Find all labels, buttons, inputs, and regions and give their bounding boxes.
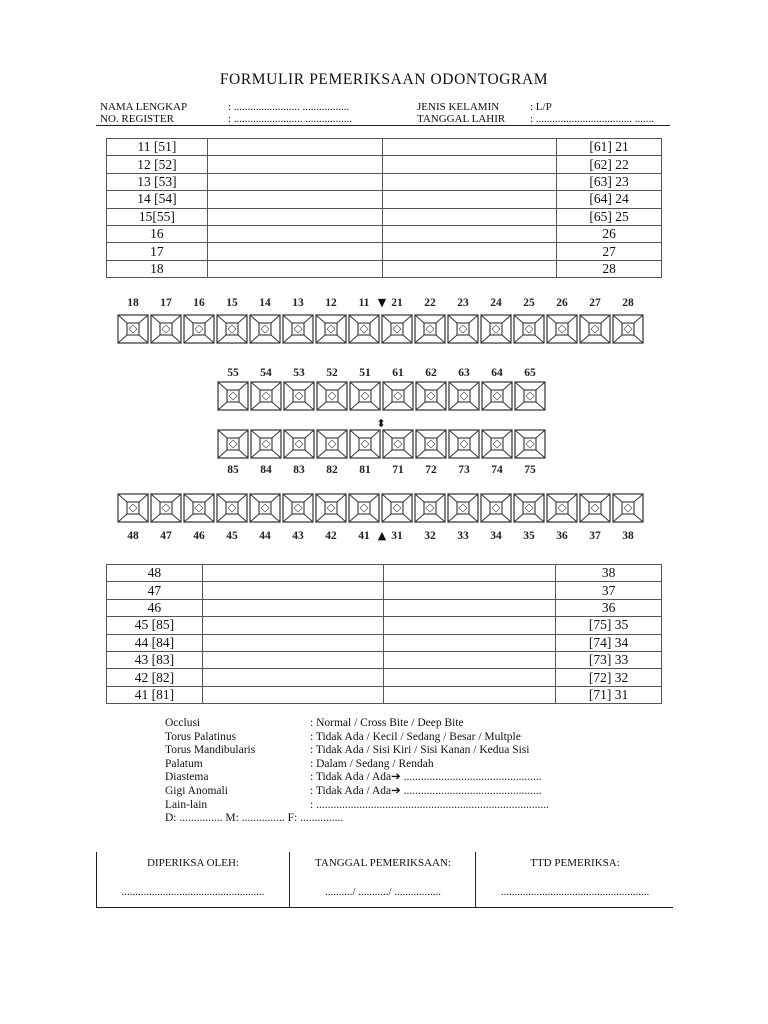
- page-title: FORMULIR PEMERIKSAAN ODONTOGRAM: [219, 71, 549, 88]
- tooth-number-right: [71] 31: [556, 686, 662, 703]
- tooth-number-label: 25: [523, 297, 535, 309]
- notes-cell[interactable]: [202, 634, 384, 651]
- tooth-box[interactable]: [350, 382, 380, 410]
- table-row: [107, 156, 662, 173]
- notes-cell[interactable]: [202, 669, 384, 686]
- tooth-box[interactable]: [251, 382, 281, 410]
- tooth-box[interactable]: [316, 494, 346, 522]
- tooth-box[interactable]: [515, 382, 545, 410]
- tooth-number-label: 61: [392, 367, 404, 379]
- notes-cell[interactable]: [382, 139, 557, 156]
- tooth-number-label: 81: [359, 464, 371, 476]
- tooth-number-label: 71: [392, 464, 404, 476]
- diperiksa-field[interactable]: ....................................................: [121, 886, 265, 898]
- tooth-number-label: 54: [260, 367, 272, 379]
- table-row: [107, 599, 662, 616]
- tooth-number-label: 42: [325, 530, 337, 542]
- tooth-number-right: [74] 34: [556, 634, 662, 651]
- arrow-down-icon: ▼: [377, 296, 387, 309]
- tooth-box[interactable]: [217, 315, 247, 343]
- info-row: [165, 744, 530, 758]
- tooth-number-right: 38: [556, 565, 662, 582]
- tooth-number-label: 82: [326, 464, 338, 476]
- tooth-box[interactable]: [184, 494, 214, 522]
- arrow-up-icon: ▲: [377, 529, 387, 542]
- notes-cell[interactable]: [384, 582, 556, 599]
- notes-cell[interactable]: [207, 260, 382, 277]
- tooth-number-left: 13 [53]: [107, 173, 208, 190]
- info-value[interactable]: : Tidak Ada / Ada➔ ................................................: [310, 771, 542, 784]
- tooth-number-right: [73] 33: [556, 651, 662, 668]
- table-row: [107, 191, 662, 208]
- tooth-box[interactable]: [580, 315, 610, 343]
- kelamin-label: JENIS KELAMIN: [417, 101, 500, 113]
- tooth-box[interactable]: [416, 382, 446, 410]
- tooth-box[interactable]: [382, 494, 412, 522]
- notes-cell[interactable]: [207, 208, 382, 225]
- tooth-number-label: 23: [457, 297, 469, 309]
- tooth-box[interactable]: [515, 430, 545, 458]
- tooth-number-label: 38: [622, 530, 634, 542]
- info-value[interactable]: : Dalam / Sedang / Rendah: [310, 757, 434, 770]
- notes-cell[interactable]: [382, 225, 557, 242]
- tooth-box[interactable]: [349, 494, 379, 522]
- notes-cell[interactable]: [202, 617, 384, 634]
- info-row: [165, 717, 464, 731]
- tooth-box[interactable]: [218, 382, 248, 410]
- tooth-number-label: 24: [490, 297, 502, 309]
- info-row: [165, 784, 542, 799]
- tooth-box[interactable]: [481, 494, 511, 522]
- notes-cell[interactable]: [202, 565, 384, 582]
- tooth-box[interactable]: [613, 494, 643, 522]
- notes-cell[interactable]: [207, 191, 382, 208]
- info-label: Torus Mandibularis: [165, 744, 256, 757]
- info-value[interactable]: : .................................................................................: [310, 798, 549, 811]
- tooth-box[interactable]: [514, 494, 544, 522]
- examination-info: [165, 717, 549, 826]
- tooth-box[interactable]: [250, 494, 280, 522]
- table-row: [107, 243, 662, 260]
- ttd-field[interactable]: ......................................................: [500, 886, 650, 898]
- tooth-number-label: 45: [226, 530, 238, 542]
- tooth-box[interactable]: [284, 382, 314, 410]
- info-row: [165, 730, 521, 745]
- tooth-number-label: 43: [292, 530, 304, 542]
- tooth-number-label: 36: [556, 530, 568, 542]
- info-row: [165, 771, 542, 785]
- table-row: [107, 669, 662, 686]
- tooth-number-label: 27: [589, 297, 601, 309]
- tooth-number-left: 17: [107, 243, 208, 260]
- header-divider: [96, 125, 670, 126]
- tooth-number-label: 47: [160, 530, 172, 542]
- info-label: Diastema: [165, 771, 209, 784]
- tooth-box[interactable]: [350, 430, 380, 458]
- diperiksa-column: [97, 852, 289, 907]
- info-label: Palatum: [165, 757, 203, 770]
- table-row: [107, 651, 662, 668]
- tooth-number-left: 44 [84]: [107, 634, 203, 651]
- notes-cell[interactable]: [384, 651, 556, 668]
- signature-section: [96, 852, 673, 908]
- tooth-box[interactable]: [217, 494, 247, 522]
- tooth-number-label: 17: [160, 297, 172, 309]
- tooth-number-label: 11: [358, 297, 370, 309]
- info-label: Torus Palatinus: [165, 730, 237, 743]
- info-row: [165, 798, 549, 813]
- info-label: Lain-lain: [165, 798, 208, 811]
- tooth-number-right: [63] 23: [557, 173, 662, 190]
- tooth-box[interactable]: [482, 430, 512, 458]
- tooth-number-label: 75: [524, 464, 536, 476]
- tanggal-field[interactable]: ........../ .........../ .................: [324, 886, 442, 898]
- tooth-box[interactable]: [349, 315, 379, 343]
- info-value[interactable]: : Normal / Cross Bite / Deep Bite: [310, 717, 464, 729]
- tooth-box[interactable]: [317, 430, 347, 458]
- tooth-number-label: 32: [424, 530, 436, 542]
- tooth-number-label: 33: [457, 530, 469, 542]
- tooth-box[interactable]: [547, 494, 577, 522]
- tooth-box[interactable]: [416, 430, 446, 458]
- notes-cell[interactable]: [202, 599, 384, 616]
- tooth-number-label: 35: [523, 530, 535, 542]
- ttd-label: TTD PEMERIKSA:: [530, 857, 620, 869]
- tooth-number-label: 44: [259, 530, 271, 542]
- tooth-number-label: 26: [556, 297, 568, 309]
- tooth-number-right: 36: [556, 599, 662, 616]
- notes-cell[interactable]: [382, 260, 557, 277]
- info-label: Gigi Anomali: [165, 784, 228, 797]
- tooth-box[interactable]: [184, 315, 214, 343]
- table-row: [107, 208, 662, 225]
- tooth-box[interactable]: [481, 315, 511, 343]
- tooth-box[interactable]: [118, 315, 148, 343]
- notes-cell[interactable]: [202, 686, 384, 703]
- tooth-box[interactable]: [317, 382, 347, 410]
- tooth-number-label: 84: [260, 464, 272, 476]
- tooth-number-right: [75] 35: [556, 617, 662, 634]
- tooth-box[interactable]: [514, 315, 544, 343]
- tooth-number-label: 48: [127, 530, 139, 542]
- upper-teeth-table: [106, 138, 662, 278]
- arrow-updown-icon: ⬍: [376, 417, 386, 430]
- tooth-number-label: 16: [193, 297, 205, 309]
- tooth-number-left: 43 [83]: [107, 651, 203, 668]
- tanggal-label: TANGGAL PEMERIKSAAN:: [315, 857, 451, 869]
- table-row: [107, 686, 662, 703]
- tooth-number-label: 52: [326, 367, 338, 379]
- info-value[interactable]: : Tidak Ada / Ada➔ ................................................: [310, 784, 542, 797]
- tooth-box[interactable]: [382, 315, 412, 343]
- notes-cell[interactable]: [382, 173, 557, 190]
- notes-cell[interactable]: [207, 173, 382, 190]
- table-row: [107, 634, 662, 651]
- info-label: Occlusi: [165, 717, 201, 729]
- tooth-number-right: [61] 21: [557, 139, 662, 156]
- notes-cell[interactable]: [207, 225, 382, 242]
- tooth-box[interactable]: [118, 494, 148, 522]
- tooth-box[interactable]: [449, 430, 479, 458]
- tooth-box[interactable]: [448, 494, 478, 522]
- tooth-number-left: 18: [107, 260, 208, 277]
- tooth-number-label: 85: [227, 464, 239, 476]
- ttd-column: [475, 852, 674, 907]
- tooth-number-left: 14 [54]: [107, 191, 208, 208]
- notes-cell[interactable]: [382, 208, 557, 225]
- table-row: [107, 582, 662, 599]
- table-row: [107, 260, 662, 277]
- table-row: [107, 173, 662, 190]
- tooth-number-right: [64] 24: [557, 191, 662, 208]
- tooth-number-label: 41: [358, 530, 370, 542]
- tooth-number-label: 13: [292, 297, 304, 309]
- tooth-number-label: 31: [391, 530, 403, 542]
- tooth-box[interactable]: [482, 382, 512, 410]
- tooth-number-label: 37: [589, 530, 601, 542]
- diperiksa-label: DIPERIKSA OLEH:: [147, 857, 239, 869]
- table-row: [107, 565, 662, 582]
- header-fields: [0, 0, 768, 130]
- tooth-number-left: 11 [51]: [107, 139, 208, 156]
- tooth-number-left: 16: [107, 225, 208, 242]
- tooth-box[interactable]: [250, 315, 280, 343]
- tooth-box[interactable]: [415, 315, 445, 343]
- odontogram-diagram: [110, 288, 655, 550]
- tanggal-column: [289, 852, 476, 907]
- lahir-label: TANGGAL LAHIR: [417, 113, 506, 125]
- notes-cell[interactable]: [202, 582, 384, 599]
- tooth-box[interactable]: [316, 315, 346, 343]
- tooth-number-label: 14: [259, 297, 271, 309]
- tooth-number-label: 74: [491, 464, 503, 476]
- tooth-box[interactable]: [383, 430, 413, 458]
- tooth-number-label: 65: [524, 367, 536, 379]
- lahir-field[interactable]: : ................................... .......: [530, 113, 655, 125]
- kelamin-field[interactable]: : L/P: [530, 101, 552, 113]
- tooth-number-right: [62] 22: [557, 156, 662, 173]
- tooth-box[interactable]: [448, 315, 478, 343]
- notes-cell[interactable]: [384, 686, 556, 703]
- tooth-box[interactable]: [580, 494, 610, 522]
- table-row: [107, 139, 662, 156]
- notes-cell[interactable]: [207, 243, 382, 260]
- tooth-box[interactable]: [251, 430, 281, 458]
- notes-cell[interactable]: [384, 669, 556, 686]
- tooth-number-label: 46: [193, 530, 205, 542]
- tooth-box[interactable]: [283, 494, 313, 522]
- tooth-number-label: 73: [458, 464, 470, 476]
- tooth-number-label: 53: [293, 367, 305, 379]
- tooth-number-left: 15[55]: [107, 208, 208, 225]
- tooth-box[interactable]: [284, 430, 314, 458]
- register-label: NO. REGISTER: [100, 113, 174, 125]
- tooth-number-left: 41 [81]: [107, 686, 203, 703]
- nama-label: NAMA LENGKAP: [100, 101, 188, 113]
- tooth-number-label: 18: [127, 297, 139, 309]
- tooth-number-label: 28: [622, 297, 634, 309]
- tooth-number-label: 64: [491, 367, 503, 379]
- dmf-row[interactable]: D: ............... M: ............... F: ...............: [165, 812, 344, 825]
- tooth-box[interactable]: [283, 315, 313, 343]
- notes-cell[interactable]: [384, 565, 556, 582]
- table-row: [107, 225, 662, 242]
- tooth-number-label: 34: [490, 530, 502, 542]
- info-value[interactable]: : Tidak Ada / Kecil / Sedang / Besar / Multple: [310, 730, 521, 743]
- tooth-number-left: 47: [107, 582, 203, 599]
- tooth-number-left: 45 [85]: [107, 617, 203, 634]
- notes-cell[interactable]: [202, 651, 384, 668]
- tooth-number-right: 27: [557, 243, 662, 260]
- lower-teeth-table: [106, 564, 662, 704]
- tooth-number-label: 55: [227, 367, 239, 379]
- nama-field[interactable]: : ........................ .................: [228, 101, 350, 113]
- tooth-number-label: 83: [293, 464, 305, 476]
- notes-cell[interactable]: [382, 191, 557, 208]
- tooth-box[interactable]: [415, 494, 445, 522]
- info-value[interactable]: : Tidak Ada / Sisi Kiri / Sisi Kanan / Kedua Sisi: [310, 744, 530, 757]
- tooth-box[interactable]: [151, 315, 181, 343]
- info-row: [165, 757, 434, 772]
- notes-cell[interactable]: [207, 156, 382, 173]
- tooth-box[interactable]: [449, 382, 479, 410]
- tooth-number-label: 62: [425, 367, 437, 379]
- notes-cell[interactable]: [384, 599, 556, 616]
- tooth-number-label: 63: [458, 367, 470, 379]
- tooth-number-left: 42 [82]: [107, 669, 203, 686]
- tooth-number-label: 15: [226, 297, 238, 309]
- tooth-number-right: 37: [556, 582, 662, 599]
- notes-cell[interactable]: [382, 156, 557, 173]
- notes-cell[interactable]: [207, 139, 382, 156]
- notes-cell[interactable]: [382, 243, 557, 260]
- tooth-box[interactable]: [218, 430, 248, 458]
- tooth-box[interactable]: [613, 315, 643, 343]
- tooth-number-right: [72] 32: [556, 669, 662, 686]
- tooth-number-label: 51: [359, 367, 371, 379]
- tooth-number-right: 28: [557, 260, 662, 277]
- tooth-number-left: 46: [107, 599, 203, 616]
- tooth-number-label: 21: [391, 297, 403, 309]
- tooth-box[interactable]: [547, 315, 577, 343]
- tooth-number-label: 22: [424, 297, 436, 309]
- tooth-number-right: [65] 25: [557, 208, 662, 225]
- tooth-box[interactable]: [151, 494, 181, 522]
- notes-cell[interactable]: [384, 634, 556, 651]
- table-row: [107, 617, 662, 634]
- tooth-number-label: 72: [425, 464, 437, 476]
- tooth-number-left: 12 [52]: [107, 156, 208, 173]
- tooth-box[interactable]: [383, 382, 413, 410]
- notes-cell[interactable]: [384, 617, 556, 634]
- tooth-number-label: 12: [325, 297, 337, 309]
- register-field[interactable]: : ......................... .................: [228, 113, 353, 125]
- tooth-number-left: 48: [107, 565, 203, 582]
- tooth-number-right: 26: [557, 225, 662, 242]
